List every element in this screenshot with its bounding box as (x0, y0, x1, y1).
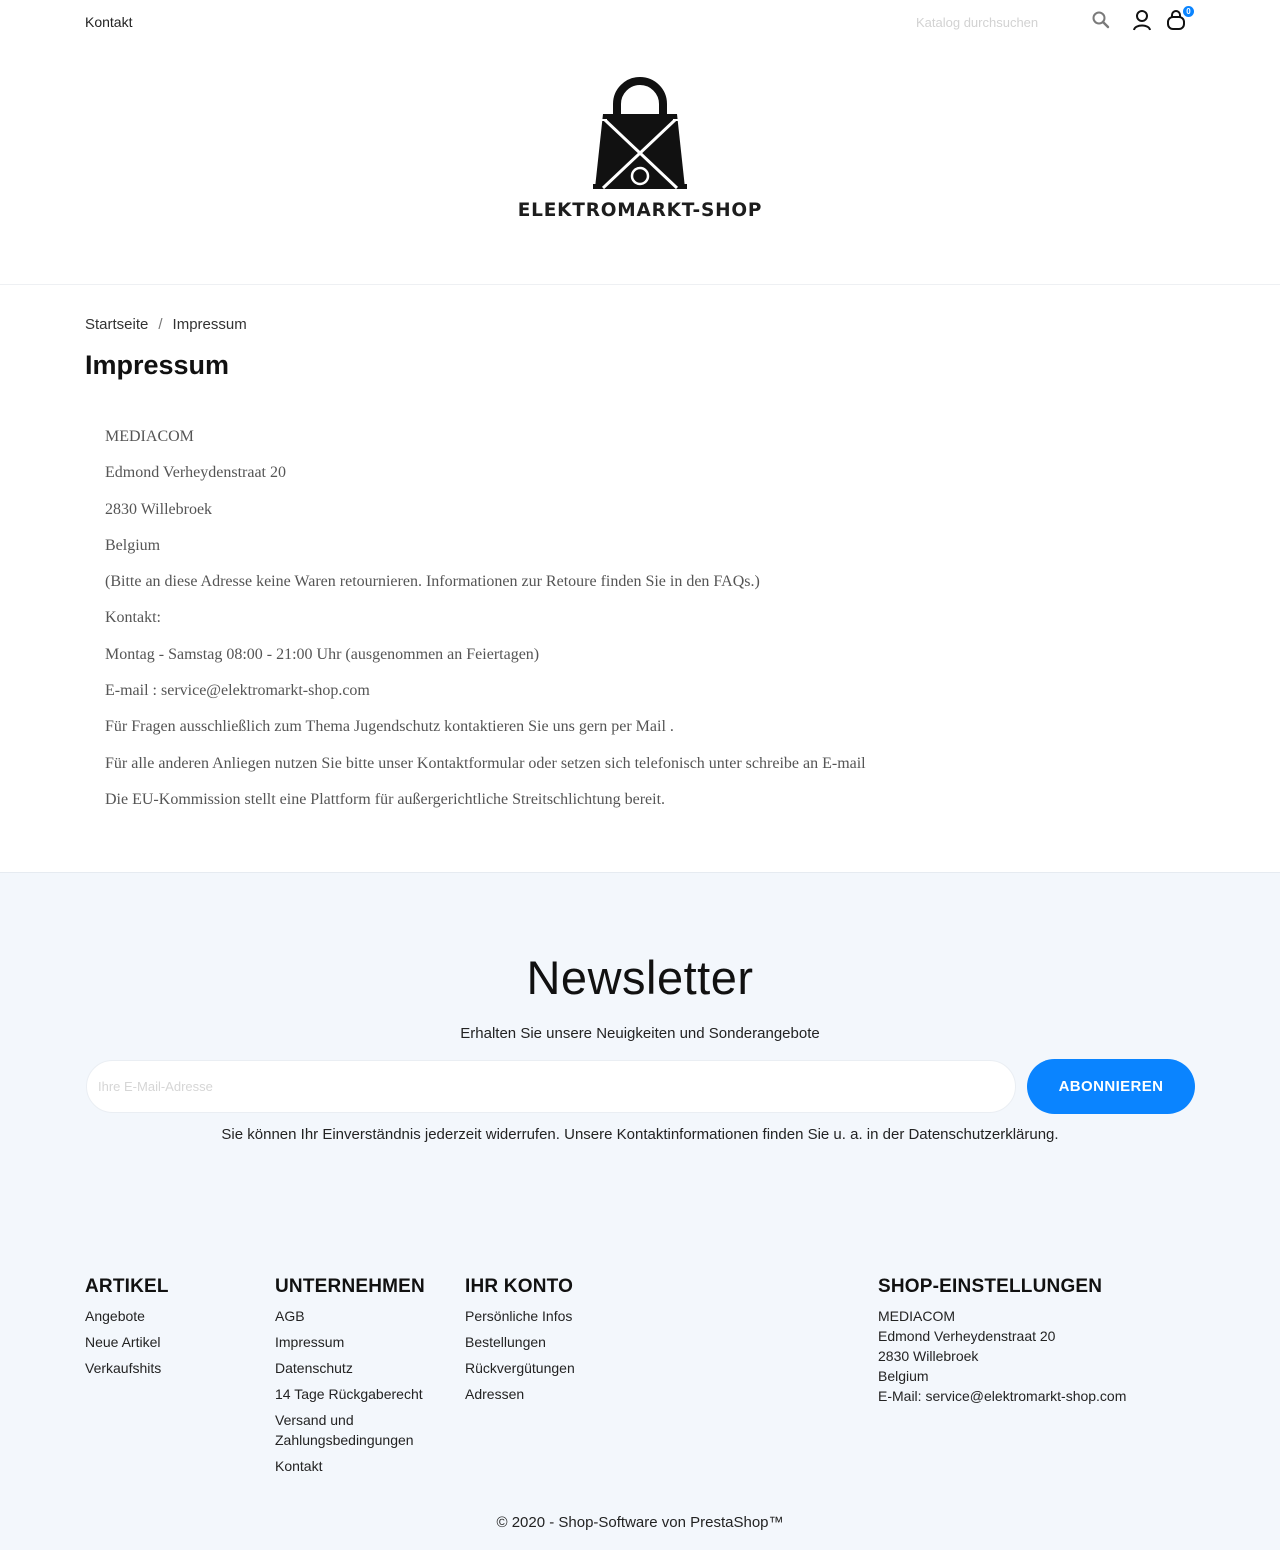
shop-logo[interactable] (505, 76, 775, 236)
content-line: Für Fragen ausschließlich zum Thema Jugendschutz kontaktieren Sie uns gern per Mail . (105, 718, 674, 736)
footer-link-versand[interactable]: Versand und Zahlungsbedingungen (275, 1412, 414, 1448)
footer-link-adressen[interactable]: Adressen (465, 1386, 525, 1402)
newsletter-email-input[interactable] (86, 1060, 1016, 1113)
content-line: E-mail : service@elektromarkt-shop.com (105, 682, 370, 700)
footer-link-rueckgaberecht[interactable]: 14 Tage Rückgaberecht (275, 1386, 423, 1402)
breadcrumb-separator: / (158, 316, 163, 333)
footer-heading: IHR KONTO (465, 1276, 574, 1297)
footer-heading: ARTIKEL (85, 1276, 169, 1297)
footer-heading: SHOP-EINSTELLUNGEN (878, 1276, 1103, 1297)
content-line: Kontakt: (105, 609, 161, 627)
newsletter-consent-note: Sie können Ihr Einverständnis jederzeit widerrufen. Unsere Kontaktinformationen finden Sie u. a. in der Datenschutzerklärung. (221, 1126, 1059, 1143)
content-line: (Bitte an diese Adresse keine Waren retournieren. Informationen zur Retoure finden Sie in den FAQs.) (105, 573, 760, 591)
shop-address-line: 2830 Willebroek (878, 1348, 979, 1364)
footer-column-konto (465, 1276, 575, 1410)
breadcrumb (85, 316, 247, 333)
search-icon[interactable] (1089, 8, 1113, 32)
shop-address (878, 1306, 1126, 1406)
shop-address-line: Belgium (878, 1368, 929, 1384)
footer-link-agb[interactable]: AGB (275, 1308, 305, 1324)
shopping-bag-logo-icon (505, 76, 775, 196)
cart-count-badge: 0 (1183, 6, 1194, 17)
search-input[interactable] (916, 10, 1084, 34)
subscribe-button[interactable]: ABONNIEREN (1027, 1059, 1195, 1114)
content-line: MEDIACOM (105, 428, 194, 445)
top-bar (0, 0, 1280, 48)
footer-link-kontakt[interactable]: Kontakt (275, 1458, 323, 1474)
footer-link-verkaufshits[interactable]: Verkaufshits (85, 1360, 162, 1376)
shop-address-line: Edmond Verheydenstraat 20 (878, 1328, 1056, 1344)
content-line: 2830 Willebroek (105, 500, 213, 518)
impressum-content (105, 426, 1105, 825)
newsletter-title: Newsletter (526, 951, 754, 1004)
user-icon[interactable] (1130, 8, 1154, 32)
content-line: Montag - Samstag 08:00 - 21:00 Uhr (ausgenommen an Feiertagen) (105, 645, 540, 663)
breadcrumb-current: Impressum (172, 316, 247, 333)
shop-email-line: E-Mail: service@elektromarkt-shop.com (878, 1388, 1127, 1404)
footer-link-angebote[interactable]: Angebote (85, 1308, 145, 1324)
footer-link-rueckverguetungen[interactable]: Rückvergütungen (465, 1360, 575, 1376)
page-title: Impressum (85, 350, 230, 380)
footer-column-unternehmen (275, 1276, 445, 1482)
shop-address-line: MEDIACOM (878, 1308, 955, 1324)
content-line: Belgium (105, 536, 161, 554)
content-line: Edmond Verheydenstraat 20 (105, 464, 286, 482)
content-line: Für alle anderen Anliegen nutzen Sie bitte unser Kontaktformular oder setzen sich telefonisch unter schreibe an E-mail (105, 754, 866, 772)
breadcrumb-home[interactable]: Startseite (85, 316, 149, 333)
footer-heading: UNTERNEHMEN (275, 1276, 425, 1297)
footer-link-impressum[interactable]: Impressum (275, 1334, 345, 1350)
content-line: Die EU-Kommission stellt eine Plattform für außergerichtliche Streitschlichtung bereit. (105, 790, 666, 808)
footer-column-shop (878, 1276, 1126, 1406)
header-divider (0, 284, 1280, 285)
footer-column-artikel (85, 1276, 169, 1384)
newsletter-subtitle: Erhalten Sie unsere Neuigkeiten und Sonderangebote (460, 1025, 820, 1042)
footer-link-datenschutz[interactable]: Datenschutz (275, 1360, 353, 1376)
footer-link-persoenliche-infos[interactable]: Persönliche Infos (465, 1308, 573, 1324)
contact-link[interactable]: Kontakt (85, 14, 133, 30)
footer-link-neue-artikel[interactable]: Neue Artikel (85, 1334, 161, 1350)
footer-link-bestellungen[interactable]: Bestellungen (465, 1334, 546, 1350)
logo-text: ELEKTROMARKT-SHOP (517, 200, 763, 221)
copyright: © 2020 - Shop-Software von PrestaShop™ (496, 1514, 784, 1531)
